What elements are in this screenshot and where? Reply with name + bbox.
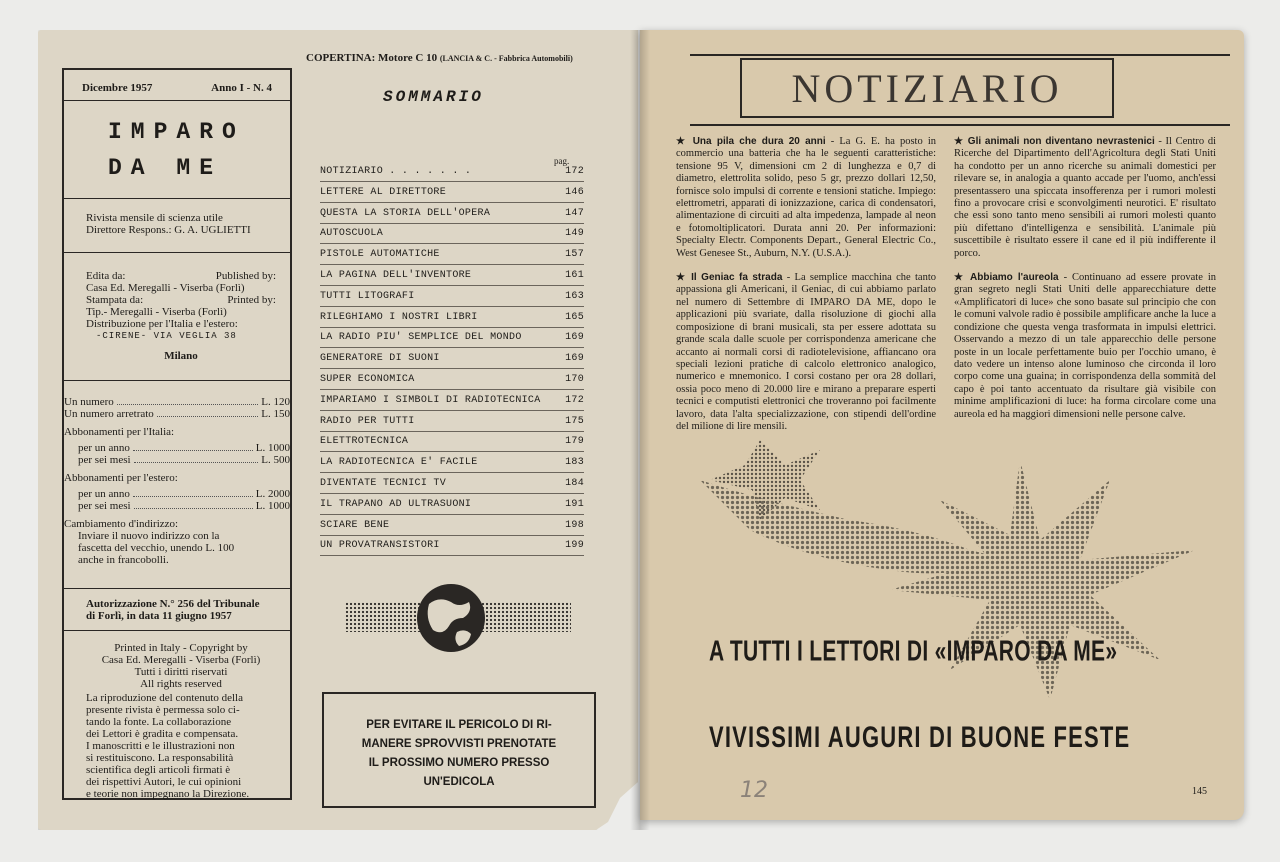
news-article: ★ Una pila che dura 20 anni - La G. E. ha posto in commercio una batteria che ha le seguenti caratteristiche: tensione 95 V, dimensioni cm 2 di lunghezza e 0,7 di diametro, elettrolita solido, peso 5 gr, prezzo dollari 12,50, fornisce solo impulsi di corrente e tensioni statiche. Impiego: elettrometri, apparati di ionizzazione, carica di condensatori, alimentazione di circuiti ad alta impedenza, lampade al neon e fotomoltiplicatori. Durata anni 20. Per informazioni: Specialty Electr. Components Depart., General Electric Co., West Genesee St., Auburn, N.Y. (U.S.A.). [676,136,936,259]
toc-label: AUTOSCUOLA [320,228,384,240]
divider [64,252,290,253]
title-line-2: DA ME [108,155,223,181]
title-line-1: IMPARO [108,119,245,145]
toc-rule [320,181,584,182]
issue-date: Dicembre 1957 [82,82,153,94]
publisher: Casa Ed. Meregalli - Viserba (Forlì) [86,282,245,294]
toc-label: SCIARE BENE [320,519,390,531]
toc-label: RADIO PER TUTTI [320,415,415,427]
price-line: per sei mesi L. 1000 [78,500,290,512]
printed-at-label: Stampata da: [86,294,144,306]
toc-label: NOTIZIARIO . . . . . . . [320,166,472,177]
toc-label: IMPARIAMO I SIMBOLI DI RADIOTECNICA [320,394,541,406]
published-by-label: Published by: [215,270,276,282]
divider [64,380,290,381]
reservation-notice: PER EVITARE IL PERICOLO DI RI- MANERE SPROVVISTI PRENOTATE IL PROSSIMO NUMERO PRESSO UN'EDICOLA [322,692,596,808]
toc-page: 147 [565,207,584,219]
toc-rule [320,368,584,369]
toc-page: 198 [565,519,584,531]
toc-row [320,457,588,471]
toc-row [320,499,588,513]
toc-page: 183 [565,457,584,469]
toc-page: 179 [565,436,584,448]
toc-rule [320,472,584,473]
toc-row [320,270,588,284]
toc-page: 169 [565,353,584,365]
edited-by-label: Edita da: [86,270,126,282]
masthead-box [62,68,292,800]
news-column-right [954,136,1216,433]
toc-row [320,540,588,554]
toc-page: 170 [565,374,584,385]
toc-row [320,416,588,430]
abroad-heading: Abbonamenti per l'estero: [64,472,178,484]
sommario-title: SOMMARIO [383,88,484,106]
toc-rule [320,535,584,536]
toc-row [320,520,588,534]
divider [64,630,290,631]
magazine-title [108,114,334,186]
toc-page: 149 [565,228,584,240]
cover-caption-main: COPERTINA: Motore C 10 [306,52,438,64]
toc-page: 157 [565,249,584,261]
toc-row [320,312,588,326]
toc-page: 161 [565,270,584,281]
toc-row [320,228,588,242]
toc-label: TUTTI LITOGRAFI [320,290,415,302]
toc-page: 191 [565,498,584,510]
pencil-mark: 12 [740,778,768,803]
authorization-block: Autorizzazione N.° 256 del Tribunale di Forlì, in data 11 giugno 1957 [86,598,260,622]
toc-rule [320,306,584,307]
rights-block: La riproduzione del contenuto della presente rivista è permessa solo ci- tando la fonte. La collaborazione dei Lettori è gradita e compensata. I manoscritti e le illustrazioni non si restituiscono. La responsabilità scientifica degli articoli firmati è dei rispettivi Autori, le cui opinioni e teorie non impegnano la Direzione. [86,692,250,800]
director: Direttore Respons.: G. A. UGLIETTI [86,224,251,236]
address-change-heading: Cambiamento d'indirizzo: [64,518,179,530]
toc-rule [320,410,584,411]
globe-illustration [345,582,575,652]
toc-row [320,208,588,222]
divider [64,198,290,199]
toc-row [320,187,588,201]
cover-caption-small: (LANCIA & C. - Fabbrica Automobili) [439,54,573,63]
distribution-label: Distribuzione per l'Italia e l'estero: [86,318,238,330]
city: Milano [164,350,198,362]
printer: Tip.- Meregalli - Viserba (Forlì) [86,306,227,318]
masthead-subtitle-block [86,212,276,236]
toc-label: LA PAGINA DELL'INVENTORE [320,270,472,281]
italy-heading: Abbonamenti per l'Italia: [64,426,175,438]
news-article: ★ Gli animali non diventano nevrastenici - Il Centro di Ricerche del Dipartimento dell'Agricoltura degli Stati Uniti ha condotto per un anno ricerche su animali domestici per rilevare se, in analogia a quanto accade per l'uomo, anch'essi presentassero una spiccata insofferenza per i rumori molesti fino a provocare crisi e sconvolgimenti neurotici. E' risultato che essi sono tanto meno sensibili ai rumori molesti quanto più difettano d'intelligenza e sensibilità. L'animale più suscettibile è risultato essere il cane ed il più indifferente il porco. [954,136,1216,259]
toc-row [320,291,588,305]
toc-page: 146 [565,186,584,198]
toc-rule [320,431,584,432]
news-article: ★ Il Geniac fa strada - La semplice macchina che tanto appassiona gli Americani, il Geniac, di cui abbiamo parlato nel numero di Settembre di IMPARO DA ME, dopo le applicazioni più svariate, dalla risoluzione di giochi alla composizione di brani musicali, sta per essere adottata su grande scala dalle scuole per corrispondenza americane che accanto ai normali corsi di radiotelevisione, affiancano ora speciali lezioni pratiche di calcolo elettronico analogico, numerico e mnemonico. I corsi costano per ora 28 dollari, ossia poco meno di 20.000 lire e mirano a preparare esperti tecnici e computisti elettronici che troveranno poi facilmente lavoro, data l'alta specializzazione, con stipendi dell'ordine del milione di lire mensili. [676,272,937,432]
news-column-left [676,136,936,445]
price-line: per un anno L. 2000 [78,488,290,500]
toc-label: ELETTROTECNICA [320,436,409,448]
christmas-star-illustration [690,420,1220,720]
toc-label: DIVENTATE TECNICI TV [320,478,447,489]
toc-rule [320,514,584,515]
divider [64,100,290,101]
spine-gutter [630,30,650,830]
publisher-block [86,270,276,362]
toc-row [320,478,588,492]
page-column-label: pag. [554,156,570,166]
toc-rule [320,264,584,265]
toc-label: LA RADIOTECNICA E' FACILE [320,457,478,469]
toc-page: 172 [565,394,584,406]
address-change-text: Inviare il nuovo indirizzo con la fascetta del vecchio, unendo L. 100 anche in francobolli. [78,530,235,566]
printed-by-label: Printed by: [227,294,276,306]
toc-page: 184 [565,478,584,489]
greeting-line-2: VIVISSIMI AUGURI DI BUONE FESTE [709,720,1131,754]
toc-row [320,436,588,450]
toc-page: 172 [565,166,584,177]
toc-row [320,374,588,388]
greeting-line-1: A TUTTI I LETTORI DI «IMPARO DA ME» [709,636,1118,668]
price-line: per un anno L. 1000 [78,442,290,454]
notiziario-title: NOTIZIARIO [740,58,1114,118]
price-line: Un numero arretrato L. 150 [64,408,290,420]
toc-row [320,353,588,367]
price-block [64,396,290,566]
toc-label: LA RADIO PIU' SEMPLICE DEL MONDO [320,332,522,344]
toc-page: 169 [565,332,584,344]
toc-label: UN PROVATRANSISTORI [320,540,440,552]
toc-label: PISTOLE AUTOMATICHE [320,249,440,261]
toc-rule [320,389,584,390]
page-number: 145 [1192,786,1207,797]
price-line: per sei mesi L. 500 [78,454,290,466]
toc-rule [320,555,584,556]
masthead-date-bar [82,82,272,94]
toc-page: 199 [565,540,584,552]
toc-rule [320,327,584,328]
price-line: Un numero L. 120 [64,396,290,408]
toc-label: LETTERE AL DIRETTORE [320,186,447,198]
toc-row [320,249,588,263]
toc-row [320,332,588,346]
toc-page: 163 [565,290,584,302]
copyright-block: Printed in Italy - Copyright by Casa Ed. Meregalli - Viserba (Forlì) Tutti i diritti riservati All rights reserved [101,642,261,690]
toc-label: SUPER ECONOMICA [320,374,415,385]
toc-rule [320,243,584,244]
toc-rule [320,223,584,224]
toc-row [320,166,588,180]
toc-label: RILEGHIAMO I NOSTRI LIBRI [320,311,478,323]
subtitle: Rivista mensile di scienza utile [86,212,223,224]
toc-page: 165 [565,311,584,323]
toc-rule [320,493,584,494]
toc-rule [320,285,584,286]
toc-page: 175 [565,415,584,427]
toc-rule [320,202,584,203]
divider [64,588,290,589]
toc-rule [320,451,584,452]
toc-row [320,395,588,409]
news-article: ★ Abbiamo l'aureola - Continuano ad essere provate in gran segreto negli Stati Uniti delle apparecchiature dette «Amplificatori di luce» che sono basate sul principio che con le comuni valvole radio è possibile amplificare anche la luce a condizione che questa venga trasformata in impulsi elettrici. Osservando a mezzo di un tale apparecchio delle persone poste in un locale perfettamente buio per l'occhio umano, è dato vedere un intenso alone luminoso che circonda il loro corpo come una guaina; in corrispondenza della sommità del capo è poi tanto accentuato da risultare già visibile con minime amplificazioni di luce: ha forma circolare come una aureola ed ha maggiori dimensioni nelle persone calve. [954,272,1216,420]
toc-label: IL TRAPANO AD ULTRASUONI [320,498,472,510]
cover-caption [306,52,573,64]
toc-rule [320,347,584,348]
issue-number: Anno I - N. 4 [211,82,272,94]
toc-label: QUESTA LA STORIA DELL'OPERA [320,207,491,219]
distributor: -CIRENE- VIA VEGLIA 38 [96,331,237,341]
toc-label: GENERATORE DI SUONI [320,353,440,365]
